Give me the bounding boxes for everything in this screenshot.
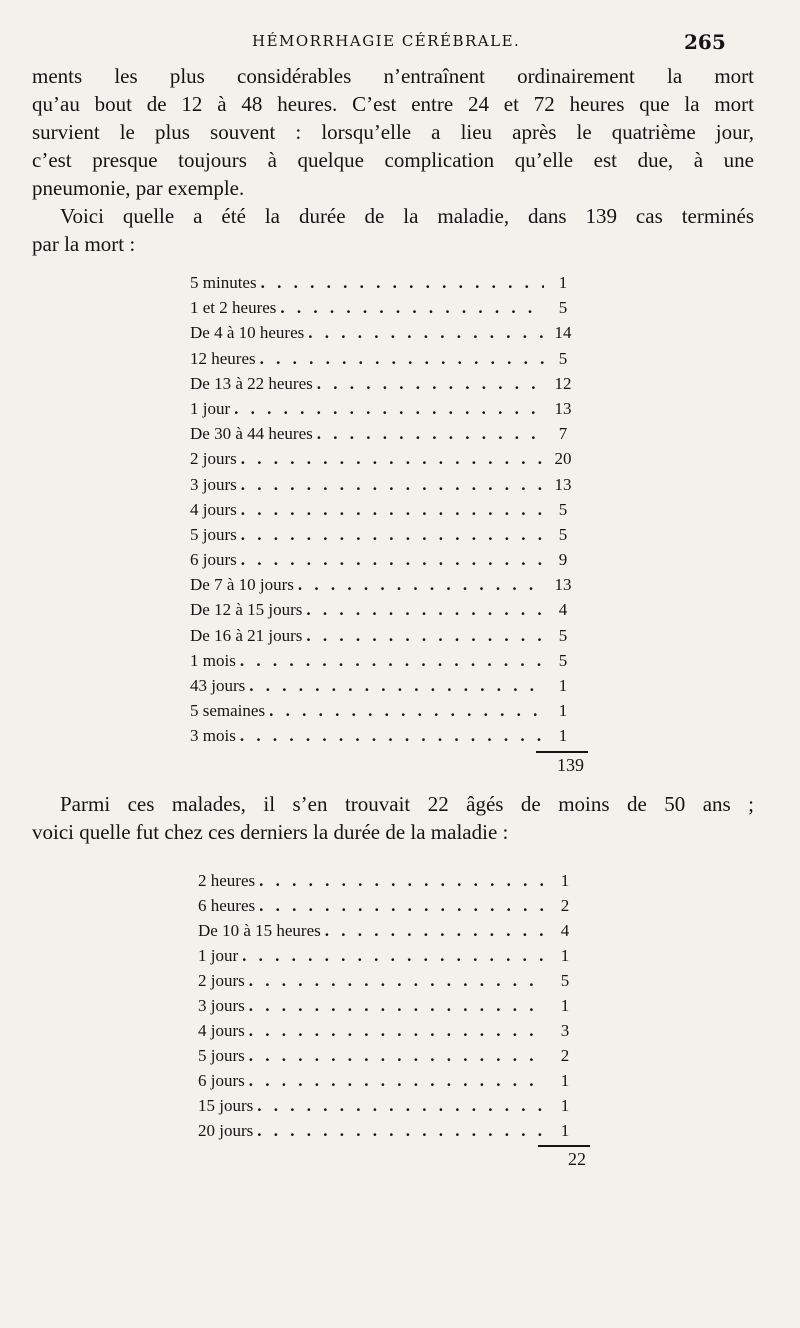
paragraph-2: [32, 202, 754, 258]
row-label: 1 jour: [190, 398, 231, 418]
total-rule: [536, 751, 588, 753]
row-label: 2 heures: [198, 871, 256, 890]
paragraph-3: [32, 790, 754, 846]
table-row: [198, 1068, 580, 1093]
row-value: 5: [558, 348, 568, 368]
dot-leader: [280, 295, 544, 320]
table-row: [198, 968, 580, 993]
row-label: 4 jours: [198, 1021, 245, 1040]
table-row: [190, 396, 578, 421]
row-value: 9: [558, 550, 568, 570]
dot-leader: [249, 673, 544, 698]
table-row: [190, 522, 578, 547]
row-label: 5 jours: [190, 524, 237, 544]
dot-leader: [234, 396, 544, 421]
dot-leader: [242, 943, 546, 968]
row-label: 3 mois: [190, 726, 236, 746]
dot-leader: [241, 522, 544, 547]
table-row: [190, 623, 578, 648]
dot-leader: [249, 1068, 546, 1093]
duration-table-22-cases: [198, 868, 586, 1170]
table-row: [198, 993, 580, 1018]
text-line: Voici quelle a été la durée de la maladie, dans 139 cas terminés: [60, 204, 754, 228]
dot-leader: [241, 547, 544, 572]
row-label: 4 jours: [190, 499, 237, 519]
row-label: De 7 à 10 jours: [190, 575, 294, 595]
table-row: [198, 893, 580, 918]
dot-leader: [317, 371, 544, 396]
row-label: 20 jours: [198, 1121, 254, 1140]
row-label: 3 jours: [190, 474, 237, 494]
table-row: [190, 648, 578, 673]
row-value: 5: [558, 524, 568, 544]
total-rule: [538, 1145, 590, 1147]
dot-leader: [317, 421, 544, 446]
dot-leader: [241, 446, 544, 471]
row-value: 1: [560, 996, 570, 1015]
table-row: [198, 1018, 580, 1043]
table-row: [190, 346, 578, 371]
text-line: survient le plus souvent : lorsqu’elle a lieu après le quatrième jour,: [32, 120, 754, 144]
dot-leader: [249, 968, 546, 993]
dot-leader: [257, 1093, 546, 1118]
table-total: 139: [557, 754, 584, 775]
row-value: 1: [560, 871, 570, 890]
row-label: 1 mois: [190, 650, 236, 670]
table-row: [190, 723, 578, 748]
row-value: 5: [558, 625, 568, 645]
row-value: 1: [560, 1096, 570, 1115]
dot-leader: [249, 1018, 546, 1043]
dot-leader: [257, 1118, 546, 1143]
row-value: 1: [558, 726, 568, 746]
dot-leader: [249, 1043, 546, 1068]
row-label: 6 jours: [190, 550, 237, 570]
dot-leader: [240, 648, 544, 673]
dot-leader: [241, 472, 544, 497]
row-value: 13: [554, 398, 572, 418]
dot-leader: [259, 868, 546, 893]
table-row: [190, 698, 578, 723]
row-label: De 30 à 44 heures: [190, 424, 313, 444]
table-row: [190, 673, 578, 698]
row-label: 5 jours: [198, 1046, 245, 1065]
row-value: 2: [560, 1046, 570, 1065]
row-value: 1: [558, 273, 568, 292]
dot-leader: [260, 346, 544, 371]
dot-leader: [306, 623, 544, 648]
table-row: [198, 868, 580, 893]
text-line: c’est presque toujours à quelque complication qu’elle est due, à une: [32, 148, 754, 172]
row-value: 4: [558, 600, 568, 620]
paragraph-1: [32, 62, 754, 202]
table-row: [190, 497, 578, 522]
table-row: [198, 1093, 580, 1118]
row-value: 5: [560, 971, 570, 990]
dot-leader: [298, 572, 544, 597]
row-label: 12 heures: [190, 348, 256, 368]
text-line: voici quelle fut chez ces derniers la durée de la maladie :: [32, 820, 509, 844]
row-label: De 10 à 15 heures: [198, 921, 321, 940]
row-label: 6 jours: [198, 1071, 245, 1090]
row-label: 5 minutes: [190, 273, 257, 292]
row-label: 2 jours: [190, 449, 237, 469]
text-line: pneumonie, par exemple.: [32, 176, 245, 200]
dot-leader: [259, 893, 546, 918]
running-head: HÉMORRHAGIE CÉRÉBRALE.: [252, 32, 521, 50]
dot-leader: [269, 698, 544, 723]
row-value: 14: [554, 323, 572, 343]
row-label: 6 heures: [198, 896, 256, 915]
row-label: 5 semaines: [190, 701, 266, 721]
row-label: De 4 à 10 heures: [190, 323, 305, 343]
dot-leader: [325, 918, 546, 943]
row-value: 13: [554, 474, 572, 494]
row-value: 1: [558, 676, 568, 695]
table-row: [190, 597, 578, 622]
table-row: [190, 295, 578, 320]
row-label: 15 jours: [198, 1096, 254, 1115]
duration-table-139-cases: [190, 270, 584, 776]
row-label: 1 jour: [198, 946, 239, 965]
table-row: [190, 320, 578, 345]
table-row: [190, 547, 578, 572]
row-label: 2 jours: [198, 971, 245, 990]
table-row: [190, 270, 578, 295]
dot-leader: [308, 320, 544, 345]
table-row: [190, 421, 578, 446]
row-value: 7: [558, 424, 568, 444]
row-value: 1: [558, 701, 568, 721]
dot-leader: [261, 270, 544, 295]
table-row: [198, 1118, 580, 1143]
table-row: [198, 1043, 580, 1068]
page-number: 265: [684, 30, 726, 54]
table-row: [190, 472, 578, 497]
row-value: 1: [560, 1071, 570, 1090]
dot-leader: [241, 497, 544, 522]
table-row: [190, 371, 578, 396]
text-line: qu’au bout de 12 à 48 heures. C’est entre 24 et 72 heures que la mort: [32, 92, 754, 116]
dot-leader: [249, 993, 546, 1018]
row-label: 3 jours: [198, 996, 245, 1015]
row-value: 20: [554, 449, 572, 469]
row-value: 13: [554, 575, 572, 595]
row-label: De 13 à 22 heures: [190, 373, 313, 393]
row-value: 1: [560, 1121, 570, 1140]
row-value: 4: [560, 921, 570, 940]
row-label: 43 jours: [190, 676, 246, 695]
dot-leader: [306, 597, 544, 622]
row-value: 12: [554, 373, 572, 393]
text-line: par la mort :: [32, 232, 136, 256]
row-value: 5: [558, 650, 568, 670]
text-line: ments les plus considérables n’entraînent ordinairement la mort: [32, 64, 754, 88]
row-value: 2: [560, 896, 570, 915]
table-row: [190, 572, 578, 597]
row-value: 3: [560, 1021, 570, 1040]
page-header: [0, 30, 800, 56]
row-value: 5: [558, 499, 568, 519]
row-label: De 12 à 15 jours: [190, 600, 303, 620]
table-row: [190, 446, 578, 471]
row-label: 1 et 2 heures: [190, 298, 277, 318]
text-line: Parmi ces malades, il s’en trouvait 22 âgés de moins de 50 ans ;: [60, 792, 754, 816]
row-label: De 16 à 21 jours: [190, 625, 303, 645]
row-value: 5: [558, 298, 568, 318]
row-value: 1: [560, 946, 570, 965]
table-row: [198, 943, 580, 968]
dot-leader: [240, 723, 544, 748]
table-row: [198, 918, 580, 943]
table-total: 22: [568, 1149, 586, 1169]
